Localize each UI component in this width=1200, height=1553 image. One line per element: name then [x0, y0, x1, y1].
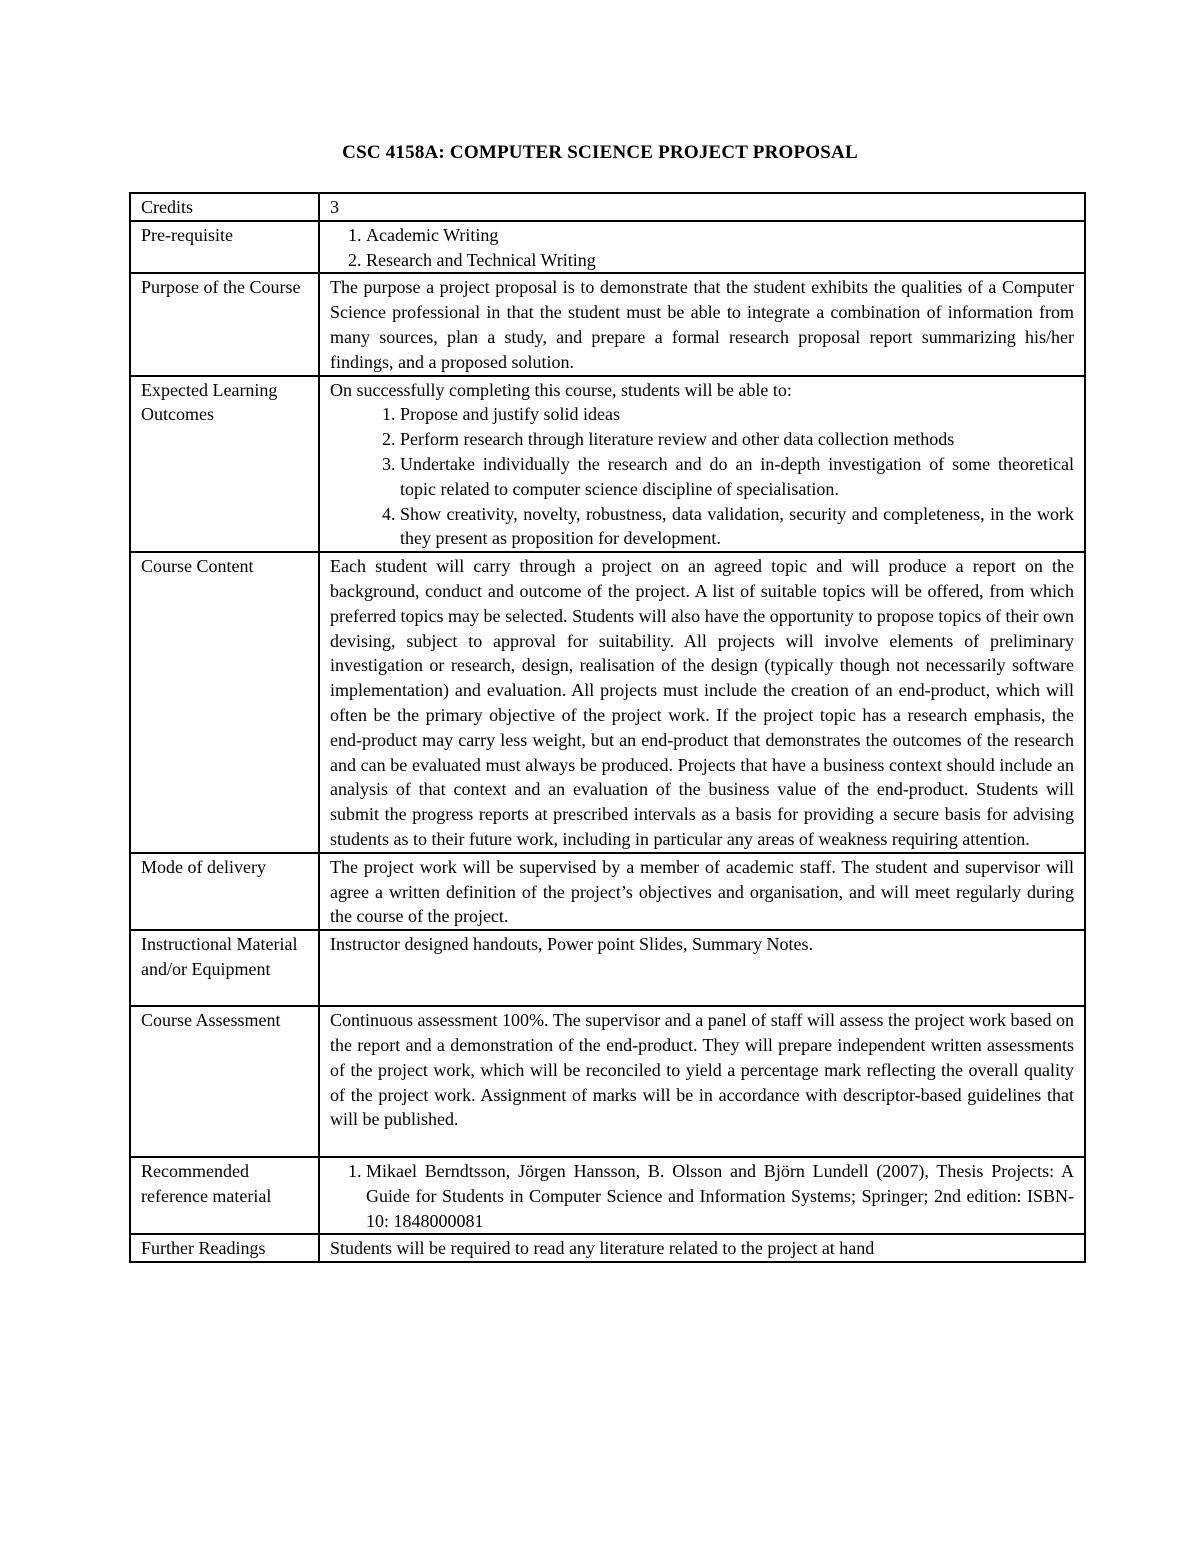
- material-label: Instructional Material and/or Equipment: [130, 930, 319, 1006]
- outcomes-intro: On successfully completing this course, students will be able to:: [330, 379, 792, 400]
- prerequisite-value: [319, 221, 1085, 274]
- delivery-text: The project work will be supervised by a member of academic staff. The student and supervisor will agree a written definition of the project’s objectives and organisation, and will meet regularly during the course of the project.: [319, 853, 1085, 930]
- prerequisite-label: Pre-requisite: [130, 221, 319, 274]
- content-text: Each student will carry through a project on an agreed topic and will produce a report on the background, conduct and outcome of the project. A list of suitable topics will be offered, from which preferred topics may be selected. Students will also have the opportunity to propose topics of their own devising, subject to approval for suitability. All projects will involve elements of preliminary investigation or research, design, realisation of the design (typically though not necessarily software implementation) and evaluation. All projects must include the creation of an end-product, which will often be the primary objective of the project work. If the project topic has a research emphasis, the end-product may carry less weight, but an end-product that demonstrates the outcomes of the research and can be evaluated must always be produced. Projects that have a business context should include an analysis of that context and an evaluation of the business value of the end-product. Students will submit the progress reports at prescribed intervals as a basis for providing a secure basis for advising students as to their future work, including in particular any areas of weakness requiring attention.: [319, 552, 1085, 853]
- list-item: 2. Perform research through literature review and other data collection methods: [400, 427, 1074, 452]
- list-item: 2. Research and Technical Writing: [366, 248, 1074, 273]
- list-item: 1. Mikael Berndtsson, Jörgen Hansson, B. Olsson and Björn Lundell (2007), Thesis Projects: A Guide for Students in Computer Science and Information Systems; Springer; 2nd edition: ISBN-10: 1848000081: [366, 1159, 1074, 1233]
- readings-text: Students will be required to read any literature related to the project at hand: [319, 1234, 1085, 1262]
- table-row: [130, 1157, 1085, 1234]
- readings-label: Further Readings: [130, 1234, 319, 1262]
- assessment-value: [319, 1006, 1085, 1157]
- credits-label: Credits: [130, 193, 319, 221]
- references-label: Recommended reference material: [130, 1157, 319, 1234]
- assessment-text: Continuous assessment 100%. The supervisor and a panel of staff will assess the project work based on the report and a demonstration of the end-product. They will prepare independent written assessments of the project work, which will be reconciled to yield a percentage mark reflecting the overall quality of the project work. Assignment of marks will be in accordance with descriptor-based guidelines that will be published.: [330, 1010, 1074, 1130]
- references-list: [330, 1159, 1074, 1233]
- page-title: CSC 4158A: COMPUTER SCIENCE PROJECT PROPOSAL: [342, 142, 858, 163]
- table-row: [130, 193, 1085, 221]
- prerequisite-list: [330, 223, 1074, 273]
- course-table: [129, 192, 1086, 1263]
- purpose-text: The purpose a project proposal is to demonstrate that the student exhibits the qualities of a Computer Science professional in that the student must be able to integrate a combination of information from many sources, plan a study, and prepare a formal research proposal report summarizing his/her findings, and a proposed solution.: [319, 273, 1085, 375]
- delivery-label: Mode of delivery: [130, 853, 319, 930]
- list-item: 4. Show creativity, novelty, robustness, data validation, security and completeness, in the work they present as proposition for development.: [400, 502, 1074, 552]
- table-row: [130, 552, 1085, 853]
- list-item: 1. Propose and justify solid ideas: [400, 402, 1074, 427]
- content-label: Course Content: [130, 552, 319, 853]
- references-value: [319, 1157, 1085, 1234]
- table-row: [130, 853, 1085, 930]
- table-row: [130, 221, 1085, 274]
- material-text: Instructor designed handouts, Power point Slides, Summary Notes.: [319, 930, 1085, 1006]
- table-row: [130, 1006, 1085, 1157]
- table-row: [130, 1234, 1085, 1262]
- list-item: 3. Undertake individually the research and do an in-depth investigation of some theoretical topic related to computer science discipline of specialisation.: [400, 452, 1074, 502]
- table-row: [130, 273, 1085, 375]
- credits-value: 3: [319, 193, 1085, 221]
- outcomes-list: [330, 402, 1074, 551]
- table-row: [130, 376, 1085, 553]
- table-row: [130, 930, 1085, 1006]
- outcomes-value: [319, 376, 1085, 553]
- list-item: 1. Academic Writing: [366, 223, 1074, 248]
- spacer: [330, 1132, 1074, 1156]
- purpose-label: Purpose of the Course: [130, 273, 319, 375]
- assessment-label: Course Assessment: [130, 1006, 319, 1157]
- outcomes-label: Expected Learning Outcomes: [130, 376, 319, 553]
